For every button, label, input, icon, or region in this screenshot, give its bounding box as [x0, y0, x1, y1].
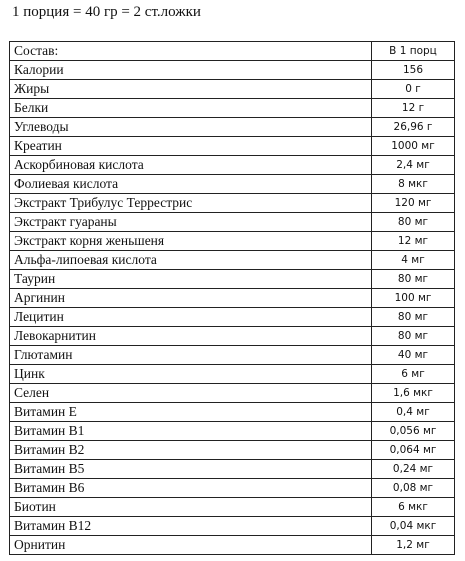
ingredient-name: Лецитин: [10, 308, 372, 327]
ingredient-name: Креатин: [10, 137, 372, 156]
ingredient-name: Альфа-липоевая кислота: [10, 251, 372, 270]
table-row: [10, 384, 455, 403]
ingredient-name: Экстракт гуараны: [10, 213, 372, 232]
ingredient-amount: 80 мг: [372, 327, 455, 346]
ingredient-name: Витамин Е: [10, 403, 372, 422]
ingredient-name: Витамин В6: [10, 479, 372, 498]
ingredient-amount: 0,064 мг: [372, 441, 455, 460]
ingredient-amount: 2,4 мг: [372, 156, 455, 175]
ingredient-amount: 6 мкг: [372, 498, 455, 517]
ingredient-amount: 4 мг: [372, 251, 455, 270]
table-row: [10, 498, 455, 517]
table-row: [10, 251, 455, 270]
ingredient-name: Жиры: [10, 80, 372, 99]
header-name-cell: Состав:: [10, 42, 372, 61]
table-row: [10, 327, 455, 346]
ingredient-amount: 12 г: [372, 99, 455, 118]
table-row: [10, 441, 455, 460]
table-row: [10, 479, 455, 498]
ingredient-amount: 80 мг: [372, 270, 455, 289]
table-row: [10, 118, 455, 137]
ingredient-amount: 1,2 мг: [372, 536, 455, 555]
table-row: [10, 517, 455, 536]
ingredient-name: Белки: [10, 99, 372, 118]
ingredient-amount: 0,4 мг: [372, 403, 455, 422]
ingredient-amount: 0,24 мг: [372, 460, 455, 479]
ingredient-amount: 156: [372, 61, 455, 80]
table-row: [10, 270, 455, 289]
ingredient-amount: 26,96 г: [372, 118, 455, 137]
table-row: [10, 232, 455, 251]
table-row: [10, 365, 455, 384]
table-row: [10, 175, 455, 194]
ingredient-name: Экстракт корня женьшеня: [10, 232, 372, 251]
ingredient-amount: 0,056 мг: [372, 422, 455, 441]
table-row: [10, 403, 455, 422]
table-row: [10, 80, 455, 99]
serving-size-line: 1 порция = 40 гр = 2 ст.ложки: [12, 4, 201, 20]
nutrition-table: [9, 41, 455, 555]
table-row: [10, 308, 455, 327]
table-row: [10, 99, 455, 118]
ingredient-name: Глютамин: [10, 346, 372, 365]
ingredient-name: Углеводы: [10, 118, 372, 137]
ingredient-amount: 8 мкг: [372, 175, 455, 194]
ingredient-name: Таурин: [10, 270, 372, 289]
ingredient-name: Цинк: [10, 365, 372, 384]
ingredient-name: Калории: [10, 61, 372, 80]
table-row: [10, 422, 455, 441]
ingredient-amount: 1,6 мкг: [372, 384, 455, 403]
ingredient-amount: 0,04 мкг: [372, 517, 455, 536]
ingredient-amount: 0 г: [372, 80, 455, 99]
table-row: [10, 536, 455, 555]
ingredient-amount: 40 мг: [372, 346, 455, 365]
ingredient-name: Витамин В2: [10, 441, 372, 460]
ingredient-amount: 12 мг: [372, 232, 455, 251]
ingredient-amount: 0,08 мг: [372, 479, 455, 498]
ingredient-name: Биотин: [10, 498, 372, 517]
table-row: [10, 346, 455, 365]
header-value-cell: В 1 порц: [372, 42, 455, 61]
ingredient-name: Аргинин: [10, 289, 372, 308]
ingredient-name: Фолиевая кислота: [10, 175, 372, 194]
ingredient-name: Экстракт Трибулус Террестрис: [10, 194, 372, 213]
table-row: [10, 460, 455, 479]
table-header-row: [10, 42, 455, 61]
table-row: [10, 289, 455, 308]
table-row: [10, 137, 455, 156]
table-row: [10, 61, 455, 80]
nutrition-table-body: [10, 42, 455, 555]
ingredient-name: Селен: [10, 384, 372, 403]
ingredient-name: Витамин В5: [10, 460, 372, 479]
ingredient-amount: 1000 мг: [372, 137, 455, 156]
ingredient-amount: 100 мг: [372, 289, 455, 308]
ingredient-name: Орнитин: [10, 536, 372, 555]
table-row: [10, 213, 455, 232]
ingredient-amount: 120 мг: [372, 194, 455, 213]
ingredient-name: Аскорбиновая кислота: [10, 156, 372, 175]
ingredient-amount: 80 мг: [372, 308, 455, 327]
ingredient-amount: 6 мг: [372, 365, 455, 384]
ingredient-name: Витамин В1: [10, 422, 372, 441]
ingredient-name: Витамин В12: [10, 517, 372, 536]
ingredient-amount: 80 мг: [372, 213, 455, 232]
table-row: [10, 194, 455, 213]
ingredient-name: Левокарнитин: [10, 327, 372, 346]
table-row: [10, 156, 455, 175]
